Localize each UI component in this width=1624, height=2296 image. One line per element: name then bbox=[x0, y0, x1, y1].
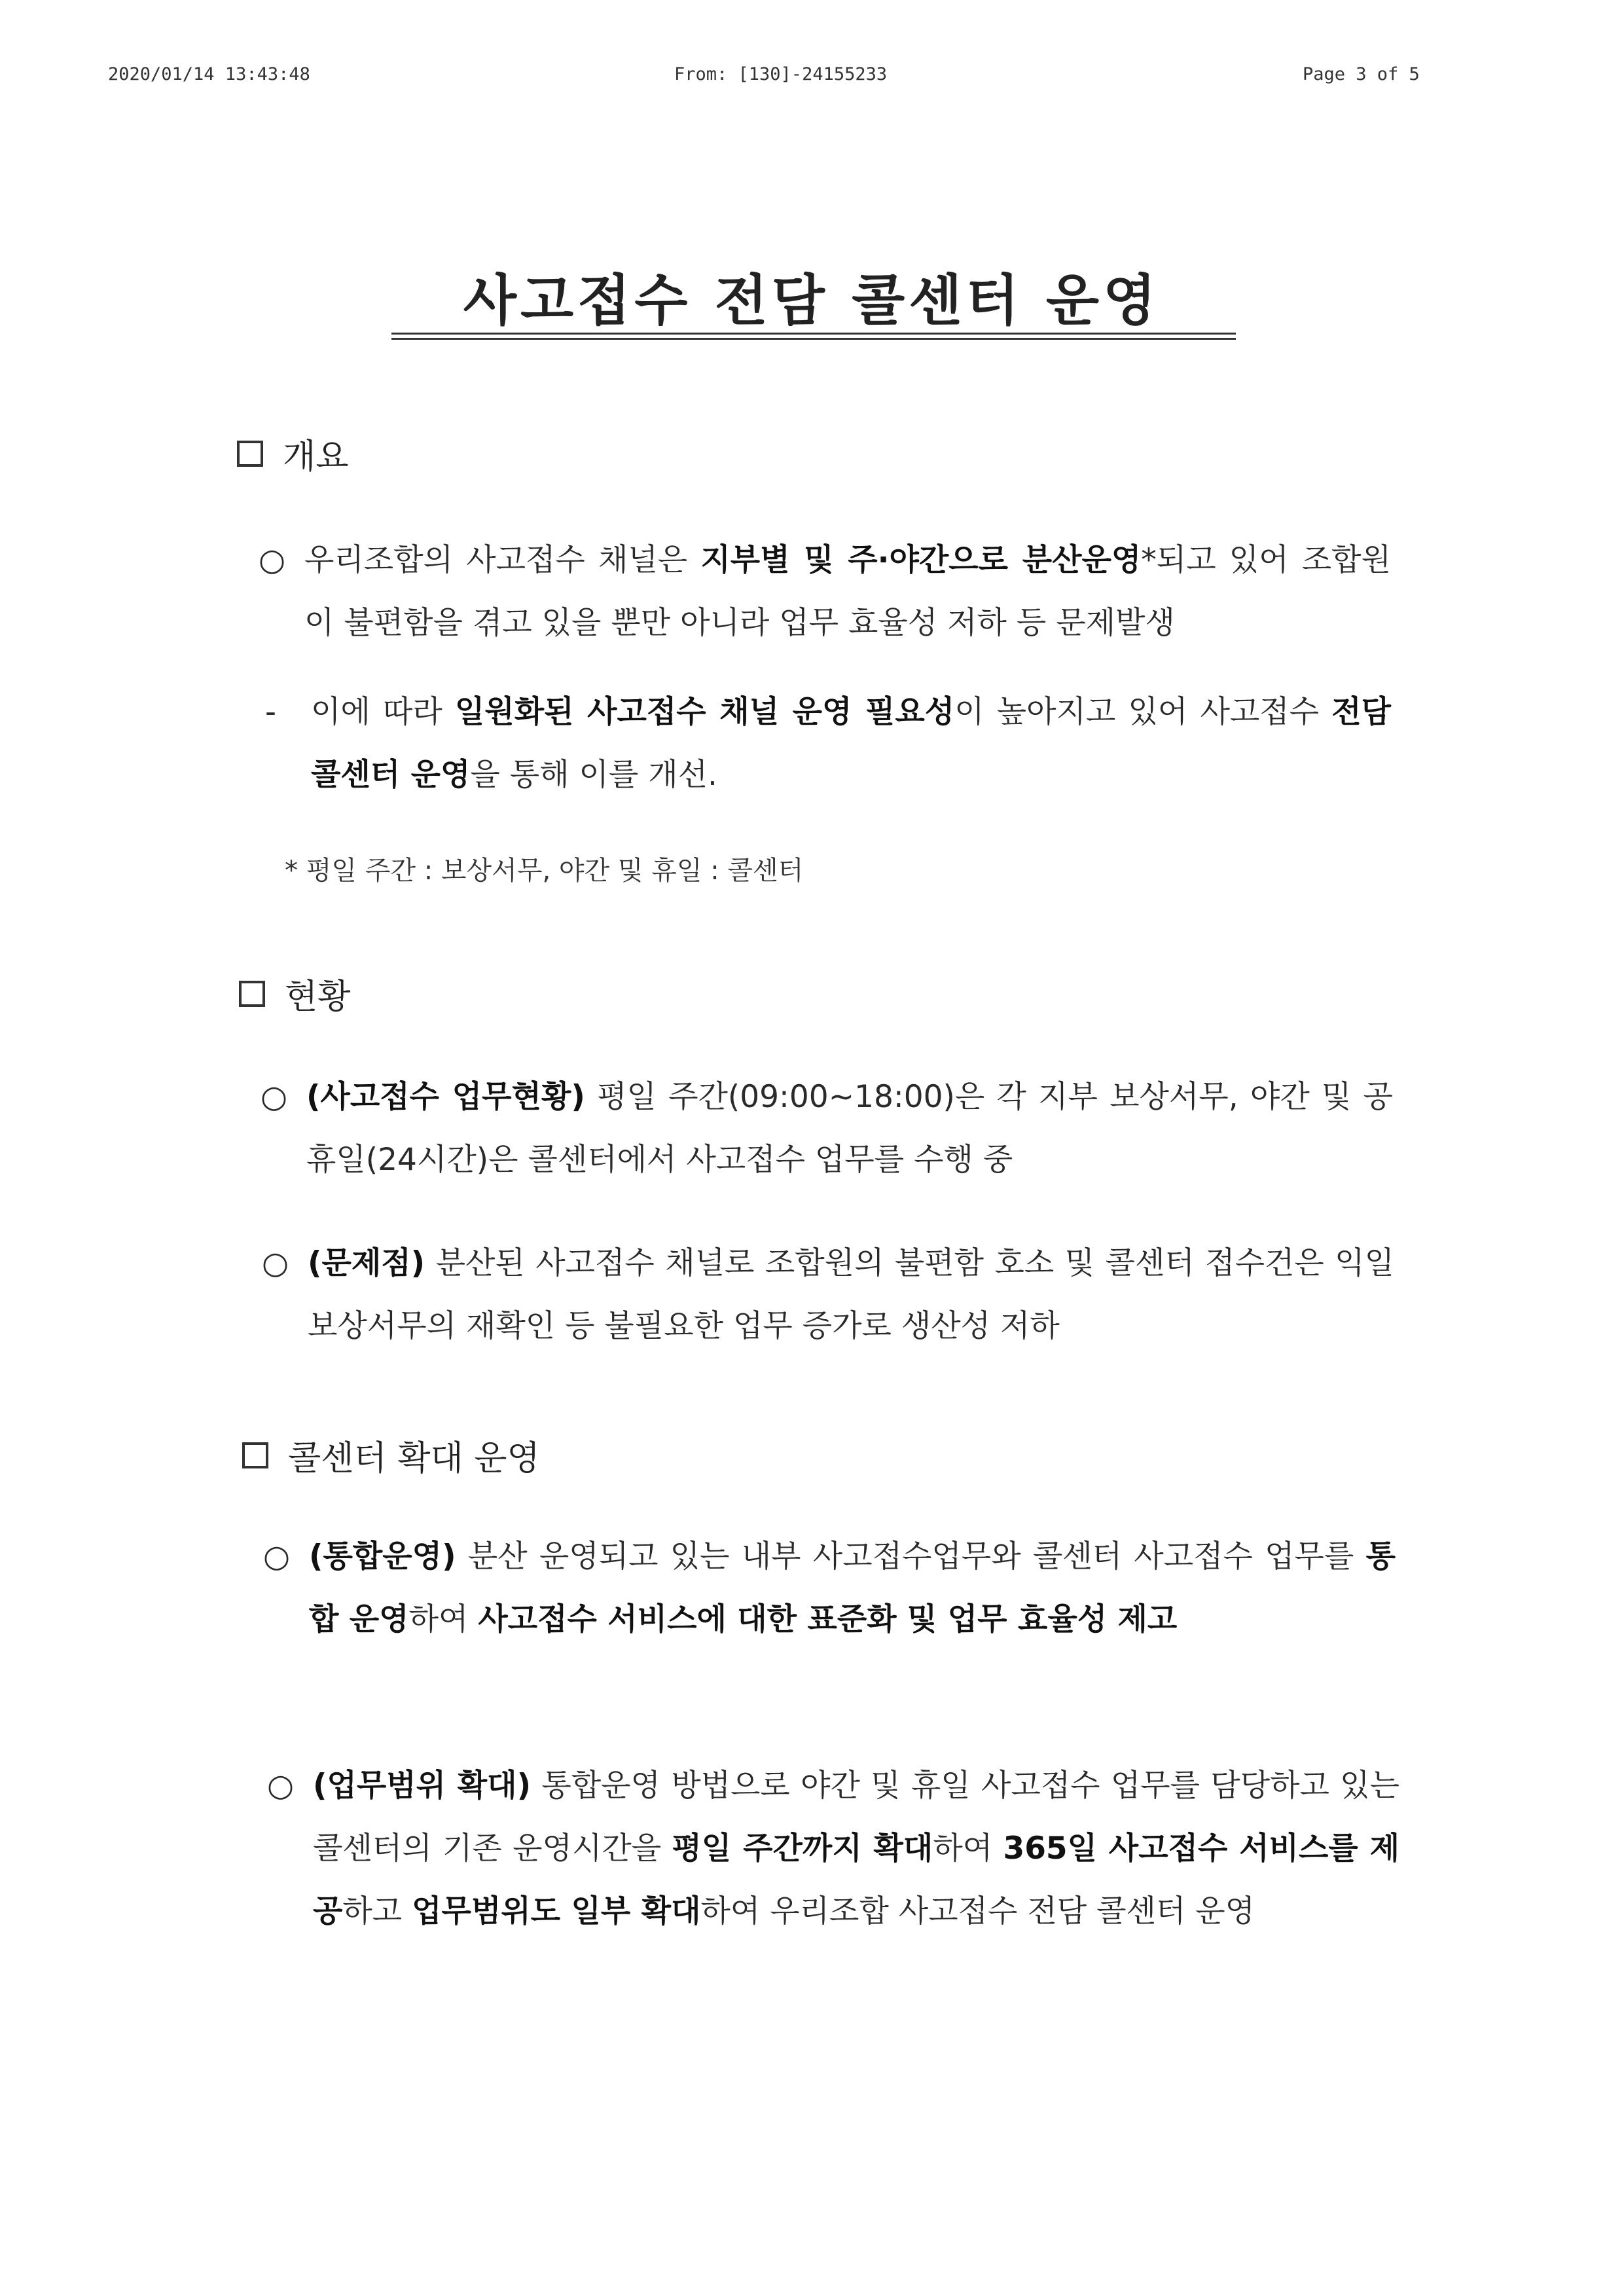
section-heading-label: 현황 bbox=[285, 977, 351, 1017]
fax-header bbox=[0, 64, 1624, 90]
checkbox-icon bbox=[237, 441, 263, 467]
checkbox-icon bbox=[242, 1442, 268, 1468]
bullet-circle-icon: ○ bbox=[263, 1539, 291, 1575]
section-heading-expansion bbox=[242, 1430, 540, 1480]
bullet-circle-icon: ○ bbox=[262, 1245, 289, 1281]
bullet-circle-icon: ○ bbox=[267, 1768, 295, 1804]
section-heading-status bbox=[239, 969, 350, 1018]
fax-date: 2020/01/14 13:43:48 bbox=[108, 64, 310, 84]
overview-paragraph-1: ○ 우리조합의 사고접수 채널은 지부별 및 주·야간으로 분산운영*되고 있어 조합원이 불편함을 겪고 있을 뿐만 아니라 업무 효율성 저하 등 문제발생 bbox=[304, 529, 1391, 655]
checkbox-icon bbox=[239, 981, 265, 1007]
bullet-dash-icon: - bbox=[265, 694, 276, 730]
section-heading-label: 콜센터 확대 운영 bbox=[288, 1439, 540, 1478]
expansion-paragraph-1: ○ (통합운영) 분산 운영되고 있는 내부 사고접수업무와 콜센터 사고접수 업무를 통합 운영하여 사고접수 서비스에 대한 표준화 및 업무 효율성 제고 bbox=[309, 1525, 1396, 1651]
status-paragraph-1: ○ (사고접수 업무현황) 평일 주간(09:00~18:00)은 각 지부 보상서무, 야간 및 공휴일(24시간)은 콜센터에서 사고접수 업무를 수행 중 bbox=[306, 1066, 1393, 1192]
status-paragraph-2: ○ (문제점) 분산된 사고접수 채널로 조합원의 불편함 호소 및 콜센터 접수건은 익일 보상서무의 재확인 등 불필요한 업무 증가로 생산성 저하 bbox=[308, 1232, 1394, 1358]
section-heading-overview bbox=[237, 429, 348, 478]
bullet-circle-icon: ○ bbox=[261, 1079, 288, 1115]
section-heading-label: 개요 bbox=[283, 437, 349, 477]
bullet-circle-icon: ○ bbox=[259, 542, 286, 578]
expansion-paragraph-2: ○ (업무범위 확대) 통합운영 방법으로 야간 및 휴일 사고접수 업무를 담당하고 있는 콜센터의 기존 운영시간을 평일 주간까지 확대하여 365일 사고접수 서비스를 제공하고 업무범위도 일부 확대하여 우리조합 사고접수 전담 콜센터 운영 bbox=[313, 1755, 1399, 1943]
fax-from: From: [130]-24155233 bbox=[674, 64, 888, 84]
title-double-underline bbox=[391, 333, 1236, 340]
fax-page-number: Page 3 of 5 bbox=[1303, 64, 1420, 84]
overview-footnote: * 평일 주간 : 보상서무, 야간 및 휴일 : 콜센터 bbox=[285, 856, 804, 886]
document-title: 사고접수 전담 콜센터 운영 bbox=[463, 268, 1161, 333]
overview-paragraph-2: - 이에 따라 일원화된 사고접수 채널 운영 필요성이 높아지고 있어 사고접수 전담 콜센터 운영을 통해 이를 개선. bbox=[311, 681, 1391, 807]
